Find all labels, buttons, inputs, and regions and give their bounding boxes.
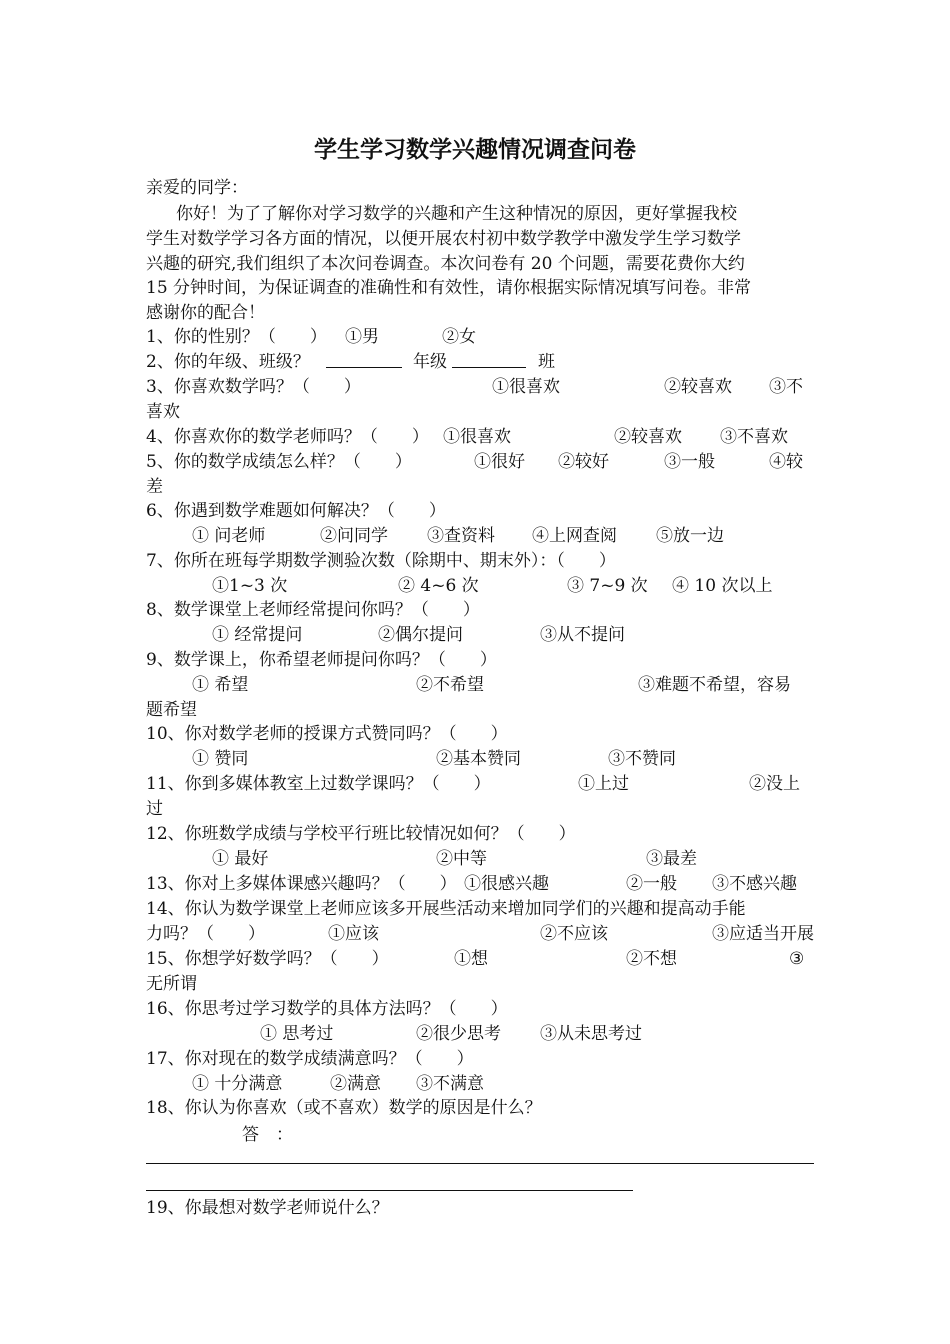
question-8: 8、数学课堂上老师经常提问你吗？（ ）	[146, 600, 480, 620]
question-5: 5、你的数学成绩怎么样？（ ）	[146, 452, 412, 472]
question-10: 10、你对数学老师的授课方式赞同吗？（ ）	[146, 724, 508, 744]
question-3: 3、你喜欢数学吗？（ ）	[146, 377, 361, 397]
option[interactable]: ②问同学	[320, 526, 388, 546]
option[interactable]: ③不	[769, 377, 803, 397]
grade-label: 年级	[413, 352, 447, 372]
option[interactable]: ②较好	[558, 452, 609, 472]
option[interactable]: ①上过	[578, 774, 629, 794]
option-wrap: 差	[146, 477, 163, 497]
option[interactable]: ③查资料	[427, 526, 495, 546]
intro-line: 学生对数学学习各方面的情况，以便开展农村初中数学教学中激发学生学习数学	[146, 229, 741, 249]
option[interactable]: ①男	[345, 327, 379, 347]
option[interactable]: ②较喜欢	[614, 427, 682, 447]
option[interactable]: ③应适当开展	[712, 924, 814, 944]
option-wrap: 无所谓	[146, 974, 197, 994]
option[interactable]: ①想	[454, 949, 488, 969]
option[interactable]: ③从不提问	[540, 625, 625, 645]
option[interactable]: ②一般	[626, 874, 677, 894]
option-wrap: 过	[146, 799, 163, 819]
option[interactable]: ②不应该	[540, 924, 608, 944]
option[interactable]: ③难题不希望，容易	[638, 675, 791, 695]
option[interactable]: ③从未思考过	[540, 1024, 642, 1044]
question-15: 15、你想学好数学吗？（ ）	[146, 949, 389, 969]
question-18: 18、你认为你喜欢（或不喜欢）数学的原因是什么？	[146, 1098, 542, 1118]
option[interactable]: ① 经常提问	[212, 625, 303, 645]
option[interactable]: ②中等	[436, 849, 487, 869]
question-11: 11、你到多媒体教室上过数学课吗？（ ）	[146, 774, 491, 794]
option[interactable]: ①很喜欢	[443, 427, 511, 447]
intro-line: 15 分钟时间，为保证调查的准确性和有效性，请你根据实际情况填写问卷。非常	[146, 278, 752, 298]
question-2: 2、你的年级、班级？	[146, 352, 310, 372]
option[interactable]: ④上网查阅	[532, 526, 617, 546]
intro-line: 兴趣的研究,我们组织了本次问卷调查。本次问卷有 20 个问题，需要花费你大约	[146, 254, 745, 274]
question-4: 4、你喜欢你的数学老师吗？（ ）	[146, 427, 429, 447]
intro-line: 感谢你的配合！	[146, 303, 265, 323]
option[interactable]: ①很感兴趣	[464, 874, 549, 894]
option[interactable]: ① 最好	[212, 849, 269, 869]
option[interactable]: ① 十分满意	[192, 1074, 283, 1094]
option[interactable]: ①应该	[328, 924, 379, 944]
option[interactable]: ③一般	[664, 452, 715, 472]
option[interactable]: ③不喜欢	[720, 427, 788, 447]
option[interactable]: ③ 7~9 次	[567, 576, 648, 596]
answer-line[interactable]	[146, 1163, 814, 1164]
option[interactable]: ③不满意	[416, 1074, 484, 1094]
greeting: 亲爱的同学：	[146, 178, 248, 198]
option[interactable]: ②不希望	[416, 675, 484, 695]
option[interactable]: ①很好	[474, 452, 525, 472]
answer-line[interactable]	[146, 1190, 633, 1191]
question-17: 17、你对现在的数学成绩满意吗？（ ）	[146, 1049, 474, 1069]
intro-line: 你好！为了了解你对学习数学的兴趣和产生这种情况的原因，更好掌握我校	[176, 204, 737, 224]
option[interactable]: ①1~3 次	[212, 576, 288, 596]
question-19: 19、你最想对数学老师说什么？	[146, 1198, 389, 1218]
class-label: 班	[538, 352, 555, 372]
question-13: 13、你对上多媒体课感兴趣吗？（ ）	[146, 874, 457, 894]
option[interactable]: ① 希望	[192, 675, 249, 695]
question-14: 14、你认为数学课堂上老师应该多开展些活动来增加同学们的兴趣和提高动手能	[146, 899, 746, 919]
option[interactable]: ① 问老师	[192, 526, 266, 546]
question-9: 9、数学课上，你希望老师提问你吗？（ ）	[146, 650, 497, 670]
question-12: 12、你班数学成绩与学校平行班比较情况如何？（ ）	[146, 824, 576, 844]
option[interactable]: ②很少思考	[416, 1024, 501, 1044]
option[interactable]: ③	[789, 949, 805, 969]
option-wrap: 题希望	[146, 700, 197, 720]
page-title: 学生学习数学兴趣情况调查问卷	[314, 137, 636, 163]
option[interactable]: ③不赞同	[608, 749, 676, 769]
question-16: 16、你思考过学习数学的具体方法吗？（ ）	[146, 999, 508, 1019]
option[interactable]: ②女	[442, 327, 476, 347]
question-6: 6、你遇到数学难题如何解决？（ ）	[146, 501, 446, 521]
option[interactable]: ②没上	[749, 774, 800, 794]
question-1: 1、你的性别？（ ）	[146, 327, 327, 347]
answer-label: 答 ：	[242, 1125, 293, 1145]
question-7: 7、你所在班每学期数学测验次数（除期中、期末外）：（ ）	[146, 551, 616, 571]
option[interactable]: ⑤放一边	[656, 526, 724, 546]
option[interactable]: ③不感兴趣	[712, 874, 797, 894]
question-14-cont: 力吗？（ ）	[146, 924, 265, 944]
option[interactable]: ①很喜欢	[492, 377, 560, 397]
option[interactable]: ②不想	[626, 949, 677, 969]
option[interactable]: ②满意	[330, 1074, 381, 1094]
option[interactable]: ②基本赞同	[436, 749, 521, 769]
option[interactable]: ②偶尔提问	[378, 625, 463, 645]
option[interactable]: ②较喜欢	[664, 377, 732, 397]
option[interactable]: ③最差	[646, 849, 697, 869]
option[interactable]: ④ 10 次以上	[672, 576, 773, 596]
option[interactable]: ① 赞同	[192, 749, 249, 769]
option-wrap: 喜欢	[146, 402, 180, 422]
class-blank[interactable]	[452, 352, 526, 368]
grade-blank[interactable]	[326, 352, 402, 368]
option[interactable]: ② 4~6 次	[398, 576, 479, 596]
option[interactable]: ① 思考过	[260, 1024, 334, 1044]
option[interactable]: ④较	[769, 452, 803, 472]
